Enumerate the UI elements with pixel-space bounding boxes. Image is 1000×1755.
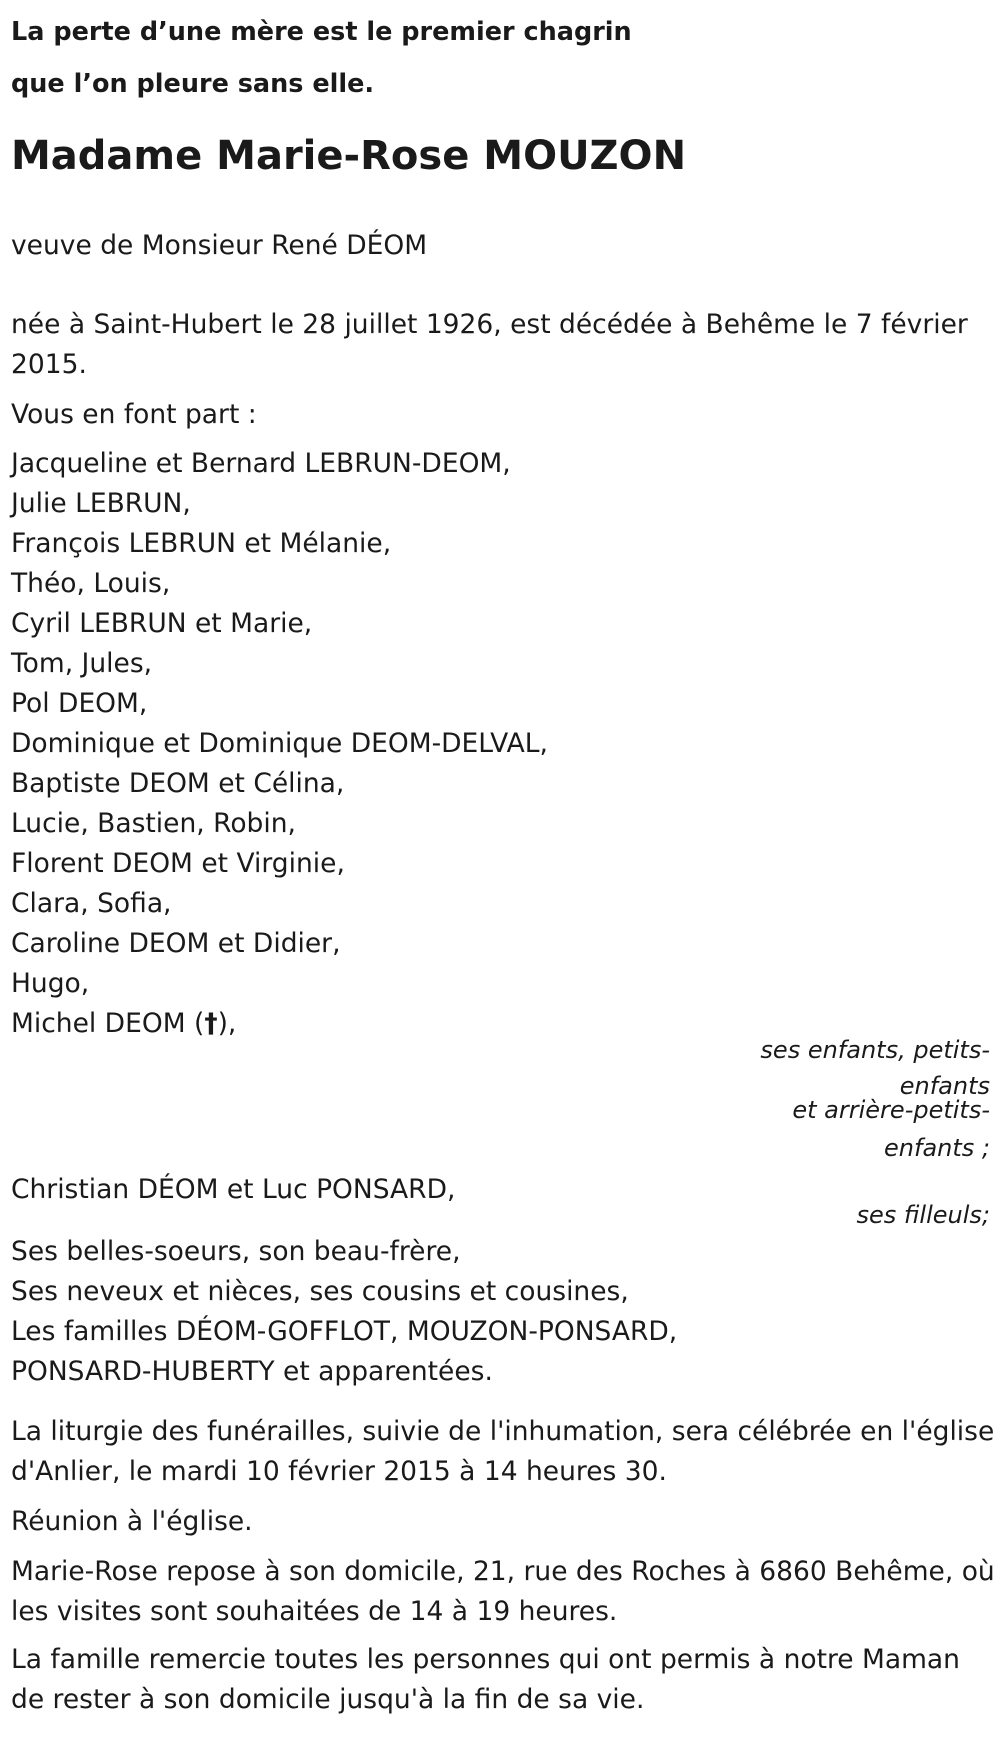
family-line: Baptiste DEOM et Célina, <box>11 768 345 799</box>
liturgy-paragraph: La liturgie des funérailles, suivie de l'inhumation, sera célébrée en l'église d'Anlier, le mardi 10 février 2015 à 14 heures 30. <box>11 1416 995 1487</box>
deceased-name: Madame Marie-Rose MOUZON <box>11 133 687 179</box>
meeting-paragraph: Réunion à l'église. <box>11 1506 253 1537</box>
family-line: Tom, Jules, <box>11 648 153 679</box>
family-line: Lucie, Bastien, Robin, <box>11 808 296 839</box>
family-line: Clara, Sofia, <box>11 888 172 919</box>
relatives-line: Ses belles-soeurs, son beau-frère, <box>11 1236 461 1267</box>
rest-paragraph: Marie-Rose repose à son domicile, 21, rue des Roches à 6860 Behême, où les visites sont souhaitées de 14 à 19 heures. <box>11 1556 995 1627</box>
godchildren: Christian DÉOM et Luc PONSARD, <box>11 1174 456 1205</box>
family-line: Jacqueline et Bernard LEBRUN-DEOM, <box>11 448 511 479</box>
family-line: Théo, Louis, <box>11 568 171 599</box>
family-line: Cyril LEBRUN et Marie, <box>11 608 313 639</box>
godchildren-role: ses filleuls; <box>856 1201 990 1229</box>
birth-death: née à Saint-Hubert le 28 juillet 1926, est décédée à Behême le 7 février 2015. <box>11 309 968 380</box>
epigraph-line-1: La perte d’une mère est le premier chagrin <box>11 17 632 47</box>
relatives-line: Ses neveux et nièces, ses cousins et cousines, <box>11 1276 629 1307</box>
family-line: Dominique et Dominique DEOM-DELVAL, <box>11 728 548 759</box>
family-role-2b: enfants ; <box>884 1134 990 1162</box>
thanks-paragraph: La famille remercie toutes les personnes qui ont permis à notre Maman de rester à son domicile jusqu'à la fin de sa vie. <box>11 1644 960 1715</box>
family-line-deceased-member <box>11 1004 548 1044</box>
family-line: Florent DEOM et Virginie, <box>11 848 345 879</box>
last-family-name: Michel DEOM ( <box>11 1008 205 1039</box>
epigraph-line-2: que l’on pleure sans elle. <box>11 69 375 99</box>
family-line: François LEBRUN et Mélanie, <box>11 528 392 559</box>
last-family-suffix: ), <box>217 1008 237 1039</box>
widow-of: veuve de Monsieur René DÉOM <box>11 230 428 261</box>
family-line: Caroline DEOM et Didier, <box>11 928 341 959</box>
family-role-1b: enfants <box>899 1072 990 1100</box>
epigraph <box>11 6 632 110</box>
family-role-2a: et arrière-petits- <box>792 1096 990 1124</box>
other-relatives <box>11 1232 677 1392</box>
announcement-intro: Vous en font part : <box>11 399 257 430</box>
family-list <box>11 444 548 1044</box>
relatives-line: Les familles DÉOM-GOFFLOT, MOUZON-PONSARD, <box>11 1316 678 1347</box>
family-role-1a: ses enfants, petits- <box>760 1036 990 1064</box>
relatives-line: PONSARD-HUBERTY et apparentées. <box>11 1356 493 1387</box>
family-line: Hugo, <box>11 968 90 999</box>
cross-icon: † <box>204 1008 218 1039</box>
family-line: Julie LEBRUN, <box>11 488 191 519</box>
family-line: Pol DEOM, <box>11 688 148 719</box>
